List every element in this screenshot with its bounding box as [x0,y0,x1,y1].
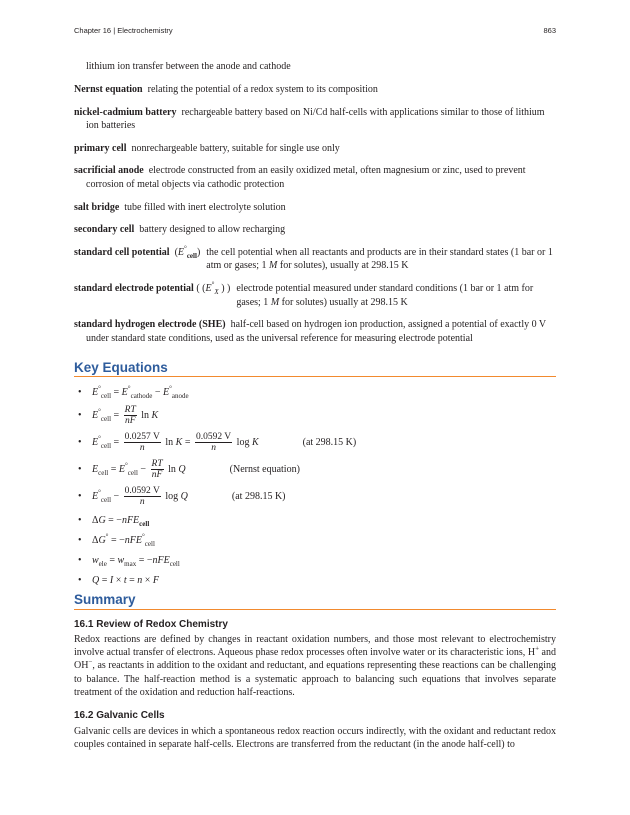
glossary-definition: half-cell based on hydrogen ion production, assigned a potential of exactly 0 V under standard state conditions, used as the universal reference for measuring electrode potential [86,319,546,344]
glossary-term: secondary cell [74,224,135,236]
glossary-definition: battery designed to allow recharging [139,224,286,236]
equation-item: • ΔG° = −nFE°$_{cell}$ [92,533,556,547]
glossary-entry-primary-cell [74,142,556,155]
glossary-entry-nicd [74,106,556,133]
page-content [74,60,556,761]
equation-note: (at 298.15 K) [302,437,357,449]
glossary-entry-nernst [74,83,556,96]
glossary-definition: nonrechargeable battery, suitable for single use only [131,142,340,154]
equation-item: • $E^\circ_{cell}$ − $\frac{0.0592 V}{n}$ log Q (at 298.15 K) [92,486,556,507]
glossary-term: primary cell [74,142,127,154]
glossary-entry-secondary-cell [74,223,556,236]
equation-item: • $E_{cell} = E^\circ_{cell}$ − $\frac{RT}{nF}$ ln Q (Nernst equation) [92,459,556,480]
equation-item: • $w_{ele} = w_{max} = -nFE_{cell}$ [92,553,556,567]
summary-subsection-16-1: 16.1 Review of Redox Chemistry [74,618,228,630]
summary-paragraph-16-1: Redox reactions are defined by changes in reactant oxidation numbers, and those most relevant to electrochemistry involve actual transfer of electrons. Aqueous phase redox processes often involve water or its characteristic ions, H+ and OH−, as reactants in addition to the oxidant and reductant, and equations representing these reactions can be challenging to balance. The half-reaction method is a systematic approach to balancing such equations that involves separate treatment of the oxidation and reduction half-reactions. [74,633,556,699]
cell-potential-symbol: $(E^\circ_{cell})$ [174,244,201,261]
running-header-chapter: Chapter 16 | Electrochemistry [74,26,173,35]
glossary-definition: rechargeable battery based on Ni/Cd half-cells with applications similar to those of lithium ion batteries [86,106,545,131]
glossary-term: sacrificial anode [74,165,144,177]
glossary-entry-she [74,318,556,345]
summary-paragraph-16-2: Galvanic cells are devices in which a spontaneous redox reaction occurs indirectly, with the oxidant and reductant redox couples contained in separate half-cells. Electrons are transferred from the reductant (in the anode half-cell) to [74,725,556,750]
equation-note: (Nernst equation) [229,464,300,476]
page-number: 863 [543,26,556,35]
key-equations-list [74,385,556,587]
glossary-term: standard cell potential [74,247,170,259]
glossary-term: standard hydrogen electrode (SHE) [74,319,226,331]
glossary-continuation: lithium ion transfer between the anode and cathode [86,61,291,72]
equation-item: • $E^\circ_{cell}$ = $\frac{RT}{nF}$ ln K [92,405,556,426]
equation-item: • $E^\circ_{cell} = E^\circ_{cathode} - E^\circ_{anode}$ [92,385,556,399]
glossary-term: salt bridge [74,201,120,213]
electrode-potential-symbol: ( ($E^\circ_X$ ) ) [196,280,231,297]
equation-item: • Q = I × t = n × F [92,573,556,587]
glossary-definition: relating the potential of a redox system to its composition [147,83,378,95]
equation-item: • ΔG = −nFE$_{cell}$ [92,513,556,527]
glossary-definition: tube filled with inert electrolyte solution [124,201,286,213]
glossary-entry-standard-electrode-potential: standard electrode potential ( ($E^\circ_X$ ) ) electrode potential measured under standard conditions (1 bar or 1 atm for gases; 1 M for solutes) usually at 298.15 K [74,280,534,308]
summary-subsection-16-2: 16.2 Galvanic Cells [74,710,165,722]
glossary-term: Nernst equation [74,83,143,95]
glossary-entry-standard-cell-potential: standard cell potential $(E^\circ_{cell})$ the cell potential when all reactants and products are in their standard states (1 bar or 1 atm or gases; 1 M for solutes), usually at 298.15 K [74,244,553,272]
glossary-term: nickel-cadmium battery [74,106,177,118]
glossary-definition: electrode constructed from an easily oxidized metal, often magnesium or zinc, used to prevent corrosion of metal objects via cathodic protection [86,165,526,190]
summary-heading: Summary [74,593,556,609]
equation-note: (at 298.15 K) [231,491,286,503]
glossary-entry-salt-bridge [74,201,556,214]
glossary-entry-sacrificial-anode [74,164,556,191]
glossary-term: standard electrode potential [74,283,194,295]
equation-item: • $E^\circ_{cell}$ = $\frac{0.0257 V}{n}$ ln K = $\frac{0.0592 V}{n}$ log K (at 298.15 K) [92,432,556,453]
key-equations-heading: Key Equations [74,361,556,377]
